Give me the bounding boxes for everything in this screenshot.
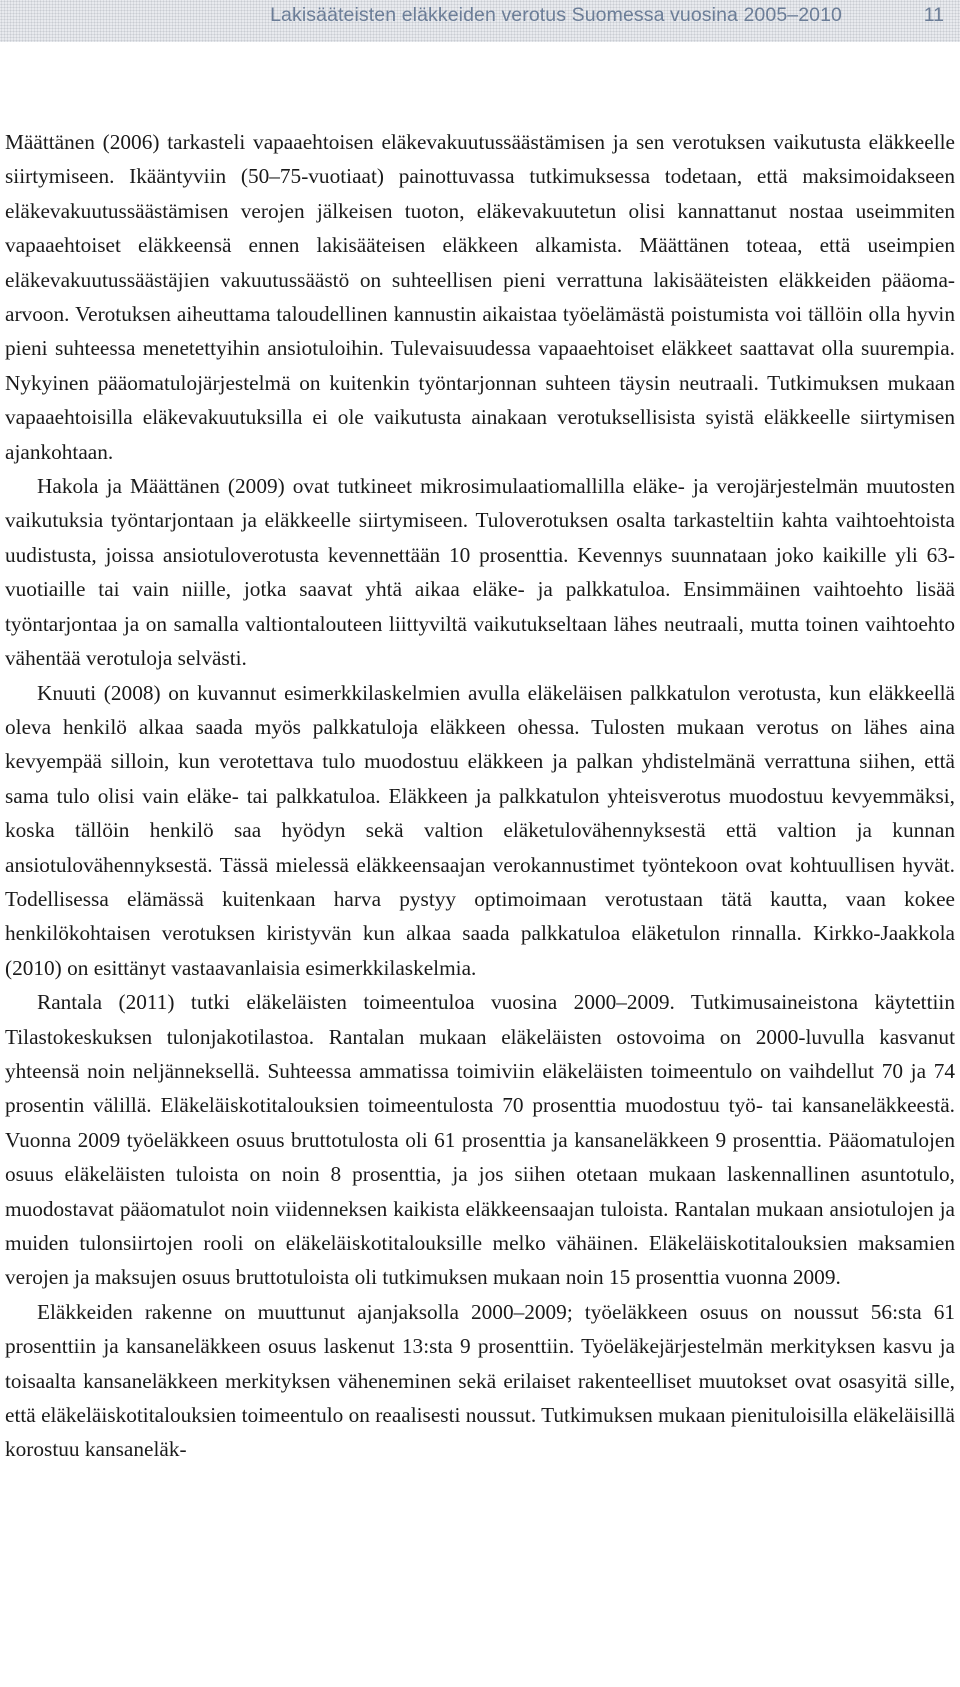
paragraph-pension-structure: Eläkkeiden rakenne on muuttunut ajanjaksolla 2000–2009; työeläkkeen osuus on noussut 56:sta 61 prosenttiin ja kansaneläkkeen osuus laskenut 13:sta 9 prosenttiin. Työeläkejärjestelmän merkityksen kasvu ja toisaalta kansaneläkkeen merkityksen väheneminen sekä erilaiset rakenteelliset muutokset ovat osasyitä sille, että eläkeläiskotitalouksien toimeentulo on reaalisesti noussut. Tutkimuksen mukaan pienituloisilla eläkeläisillä korostuu kansaneläk- (5, 1299, 955, 1462)
running-title: Lakisääteisten eläkkeiden verotus Suomessa vuosina 2005–2010 (270, 4, 842, 26)
paragraph-maattanen-2006: Määttänen (2006) tarkasteli vapaaehtoisen eläkevakuutussäästämisen ja sen verotuksen vaikutusta eläkkeelle siirtymiseen. Ikääntyviin (50–75-vuotiaat) painottuvassa tutkimuksessa todetaan, että maksimoidakseen eläkevakuutussäästämisen verojen jälkeisen tuoton, eläkevakuutetun olisi kannattanut nostaa useimmiten vapaaehtoiset eläkkeensä ennen lakisääteisen eläkkeen alkamista. Määttänen toteaa, että useimpien eläkevakuutussäästäjien vakuutussäästö on suhteellisen pieni verrattuna lakisääteisten eläkkeiden pääoma-arvoon. Verotuksen aiheuttama taloudellinen kannustin aikaistaa työelämästä poistumista voi tällöin olla hyvin pieni suhteessa menetettyihin ansiotuloihin. Tulevaisuudessa vapaaehtoiset eläkkeet saattavat olla suurempia. Nykyinen pääomatulojärjestelmä on kuitenkin työntarjonnan suhteen täysin neutraali. Tutkimuksen mukaan vapaaehtoisilla eläkevakuutuksilla ei ole vaikutusta ainakaan verotuksellisista syistä eläkkeelle siirtymisen ajankohtaan. (5, 130, 955, 464)
paragraph-knuuti-2008: Knuuti (2008) on kuvannut esimerkkilaskelmien avulla eläkeläisen palkkatulon verotusta, kun eläkkeellä oleva henkilö alkaa saada myös palkkatuloja eläkkeen ohessa. Tulosten mukaan verotus on lähes aina kevyempää silloin, kun verotettava tulo muodostuu eläkkeen ja palkan yhdistelmänä verrattuna siihen, että sama tulo olisi vain eläke- tai palkkatuloa. Eläkkeen ja palkkatulon yhteisverotus muodostuu kevyemmäksi, koska tällöin henkilö saa hyödyn sekä valtion eläketulovähennyksestä että valtion ja kunnan ansiotulovähennyksestä. Tässä mielessä eläkkeensaajan verokannustimet työntekoon ovat kohtuullisen hyvät. Todellisessa elämässä kuitenkaan harva pystyy optimoimaan verotustaan tätä kautta, vaan kokee henkilökohtaisen verotuksen kiristyvän kun alkaa saada palkkatuloa eläketulon rinnalla. Kirkko-Jaakkola (2010) on esittänyt vastaavanlaisia esimerkkilaskelmia. (5, 680, 955, 980)
page-number: 11 (923, 4, 944, 26)
paragraph-hakola-maattanen-2009: Hakola ja Määttänen (2009) ovat tutkineet mikrosimulaatiomallilla eläke- ja verojärjestelmän muutosten vaikutuksia työntarjontaan ja eläkkeelle siirtymiseen. Tuloverotuksen osalta tarkasteltiin kahta vaihtoehtoista uudistusta, joissa ansiotuloverotusta kevennettään 10 prosenttia. Kevennys suunnataan joko kaikille yli 63-vuotiaille tai vain niille, jotka saavat yhtä aikaa eläke- ja palkkatuloa. Ensimmäinen vaihtoehto lisää työntarjontaa ja on samalla valtiontalouteen liittyviltä vaikutukseltaan lähes neutraali, mutta toinen vaihtoehto vähentää verotuloja selvästi. (5, 474, 955, 671)
paragraph-rantala-2011: Rantala (2011) tutki eläkeläisten toimeentuloa vuosina 2000–2009. Tutkimusaineistona käytettiin Tilastokeskuksen tulonjakotilastoa. Rantalan mukaan eläkeläisten ostovoima on 2000-luvulla kasvanut yhteensä noin neljänneksellä. Suhteessa ammatissa toimiviin eläkeläisten toimeentulo on vaihdellut 70 ja 74 prosentin välillä. Eläkeläiskotitalouksien toimeentulosta 70 prosenttia muodostuu työ- tai kansaneläkkeestä. Vuonna 2009 työeläkkeen osuus bruttotulosta oli 61 prosenttia ja kansaneläkkeen 9 prosenttia. Pääomatulojen osuus eläkeläisten tuloista on noin 8 prosenttia, ja jos siihen otetaan mukaan laskennallinen asuntotulo, muodostavat pääomatulot noin viidenneksen kaikista eläkkeensaajan tuloista. Rantalan mukaan ansiotulojen ja muiden tulonsiirtojen rooli on eläkeläiskotitalouksille melko vähäinen. Eläkeläiskotitalouksien maksamien verojen ja maksujen osuus bruttotuloista oli tutkimuksen mukaan noin 15 prosenttia vuonna 2009. (5, 990, 955, 1290)
running-header (0, 0, 960, 42)
body-text (5, 125, 955, 1467)
